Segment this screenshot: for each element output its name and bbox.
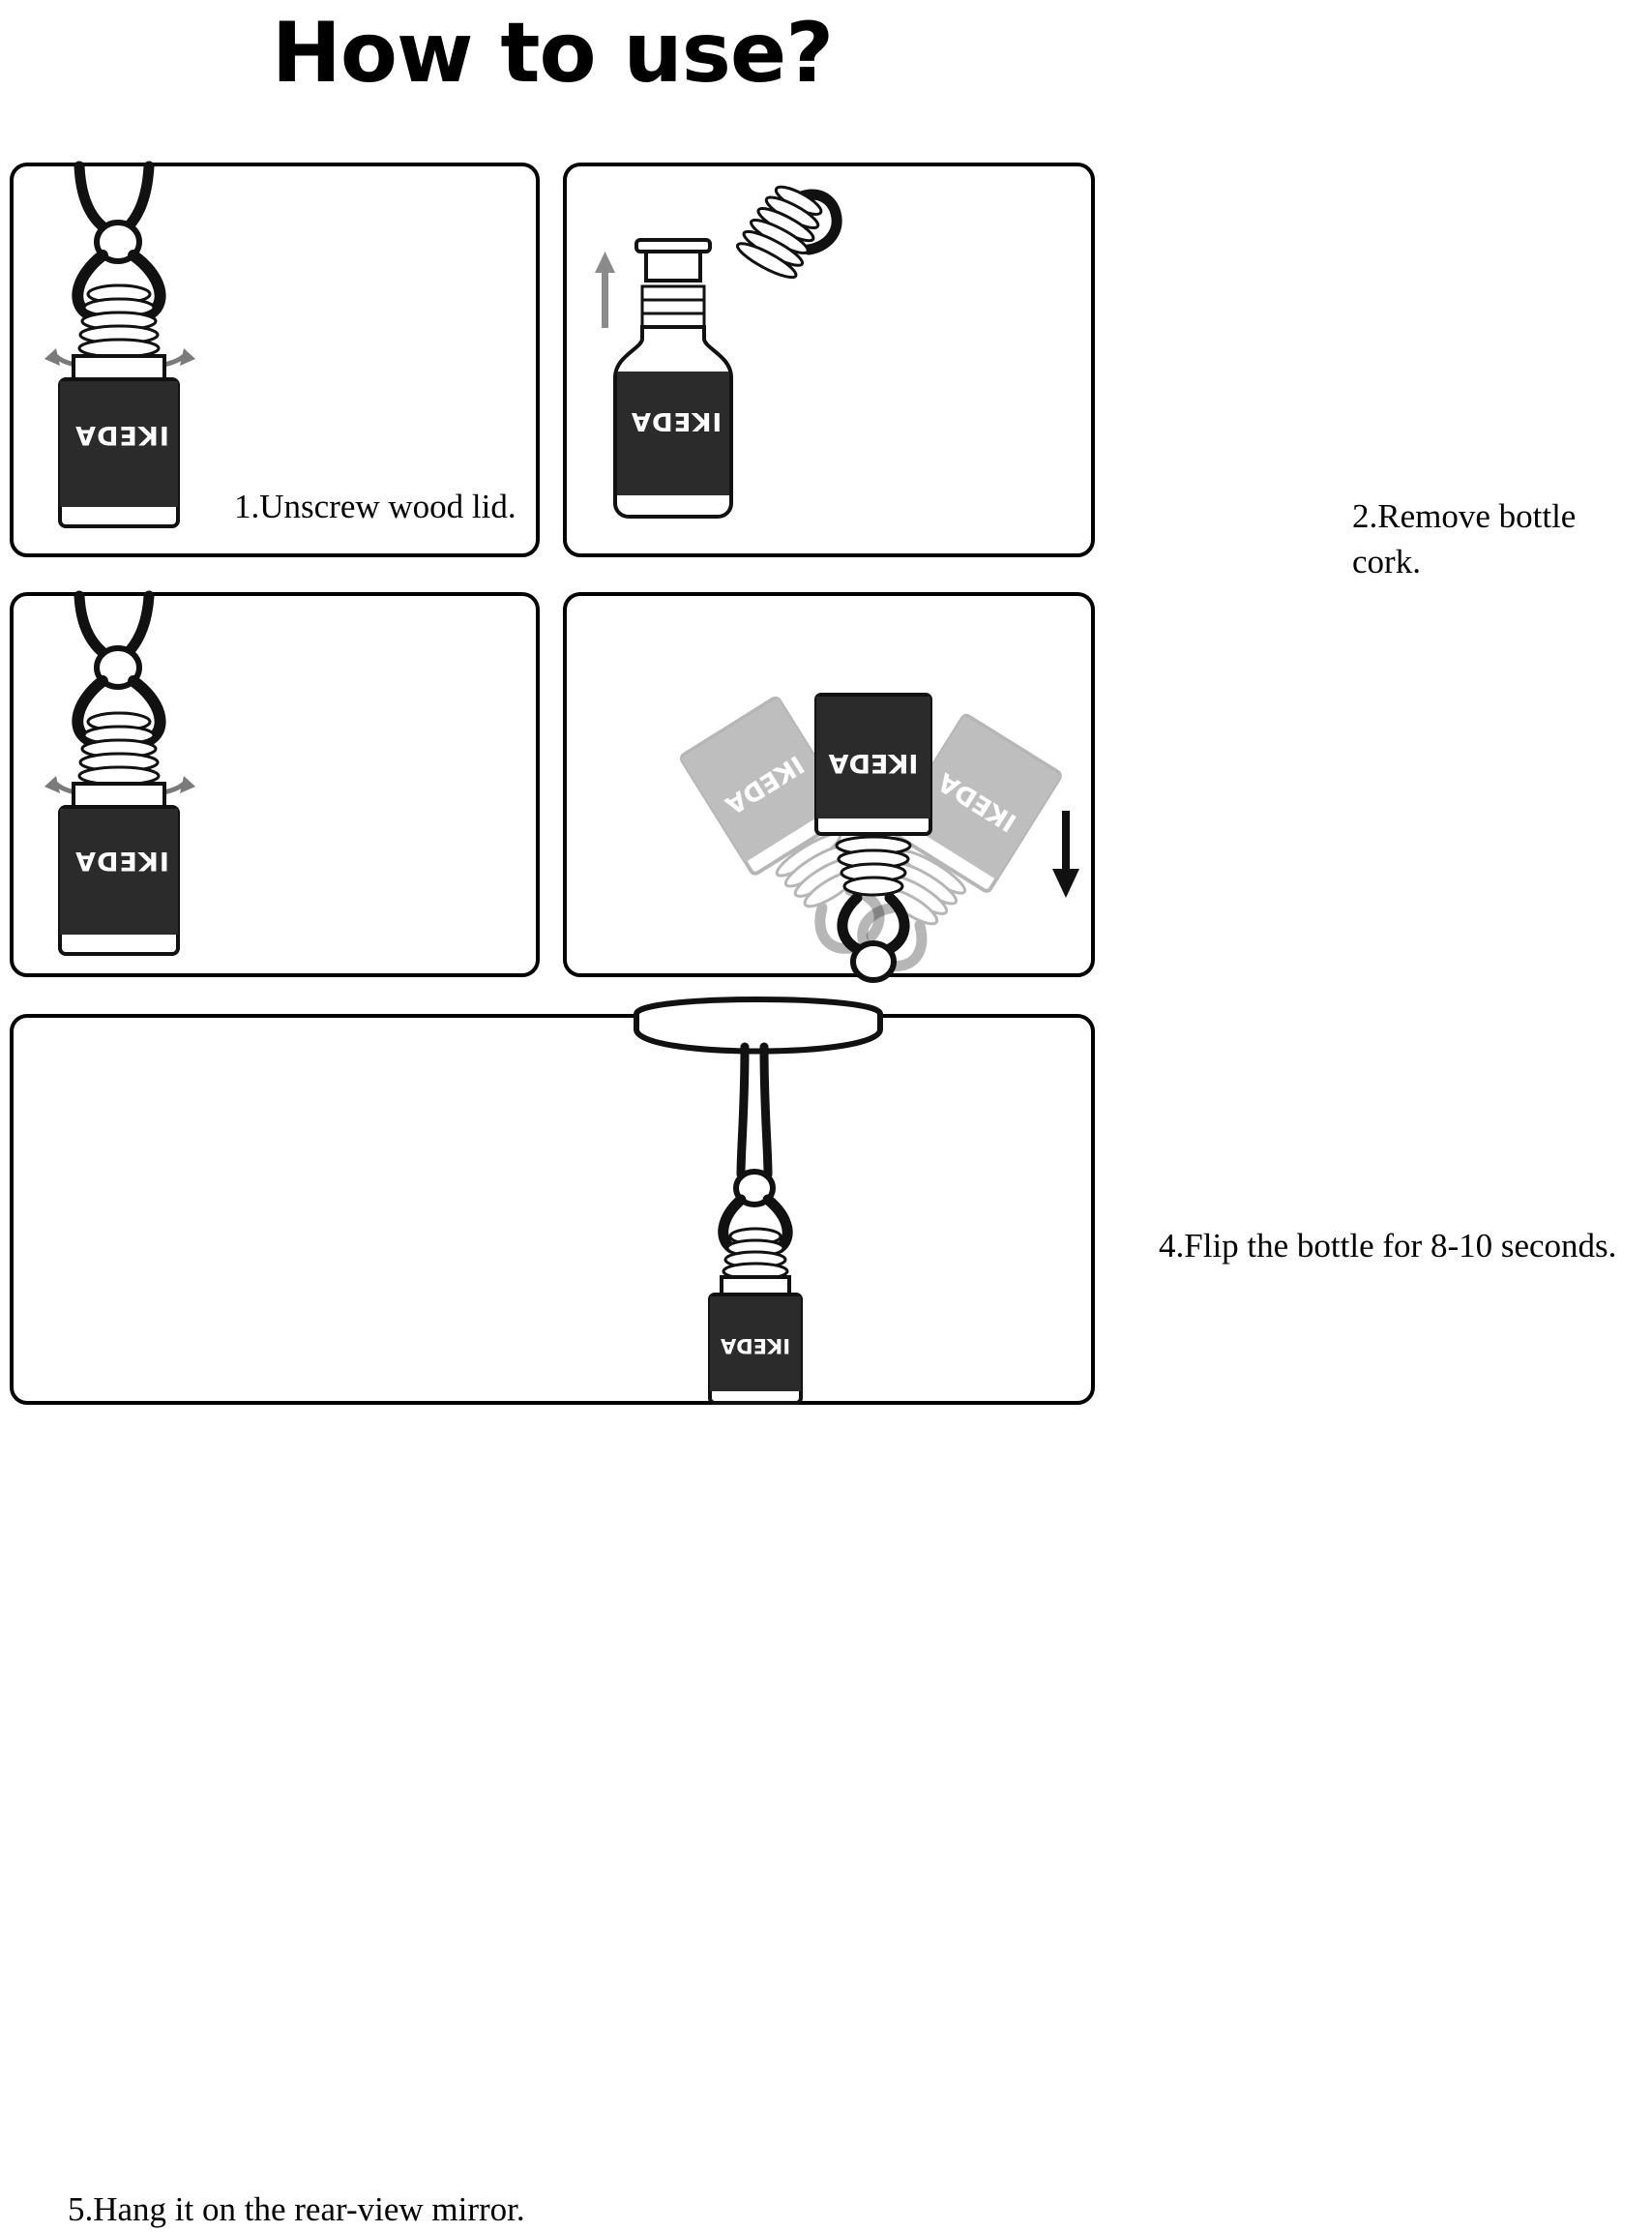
bottle-screw-lid-graphic	[14, 596, 236, 977]
step-panel-5	[10, 1014, 1095, 2228]
bottle-unscrew-graphic	[14, 166, 236, 553]
bottle-brand-label: IKEDA	[74, 420, 169, 450]
step-panel-2	[563, 163, 1577, 580]
step-panel-3	[10, 592, 540, 977]
wood-lid	[79, 285, 159, 357]
rotation-arrow-head-right	[180, 348, 195, 366]
bottle-neck	[722, 1277, 789, 1295]
step-3-illustration	[14, 596, 236, 977]
rotation-arrow-head-left	[44, 776, 60, 793]
svg-text:IKEDA: IKEDA	[720, 749, 810, 819]
bottle-threads	[642, 286, 704, 327]
bottle-brand-label: IKEDA	[720, 1334, 791, 1357]
step-5-caption: 5.Hang it on the rear-view mirror.	[68, 2190, 525, 2228]
wood-lid	[79, 713, 159, 785]
bottle-cork	[636, 240, 710, 281]
bottle-brand-label: IKEDA	[630, 406, 723, 435]
cord-right	[764, 1047, 768, 1175]
step-1-illustration	[14, 166, 236, 553]
rotation-arrow-head-left	[44, 348, 60, 366]
bottle-brand-label: IKEDA	[828, 748, 919, 778]
rotation-arrow-head-right	[180, 776, 195, 793]
bottle-flip-graphic	[664, 673, 1099, 979]
wood-lid	[837, 837, 910, 895]
page-title: How to use?	[271, 5, 834, 102]
removed-wood-lid	[734, 178, 837, 283]
step-2-illustration	[567, 166, 857, 553]
step-1-caption: 1.Unscrew wood lid.	[234, 488, 516, 525]
svg-text:IKEDA: IKEDA	[932, 766, 1022, 837]
step-panel-4	[563, 592, 1617, 1265]
up-arrow-icon	[595, 252, 615, 328]
step-2-caption: 2.Remove bottle cork.	[1352, 497, 1577, 580]
wood-lid	[723, 1229, 787, 1279]
step-panel-1	[10, 163, 540, 557]
bottle-brand-label: IKEDA	[74, 846, 169, 876]
cord-left	[741, 1047, 745, 1175]
bottle-remove-cork-graphic	[567, 166, 857, 553]
step-5-illustration	[555, 1004, 961, 1403]
cord-bead	[853, 943, 894, 980]
step-4-caption: 4.Flip the bottle for 8-10 seconds.	[1159, 1227, 1617, 1265]
rear-view-mirror	[636, 999, 880, 1052]
step-4-illustration	[664, 673, 1099, 979]
down-arrow-icon	[1052, 811, 1079, 898]
hanging-bottle-mirror-graphic	[555, 1004, 961, 1403]
